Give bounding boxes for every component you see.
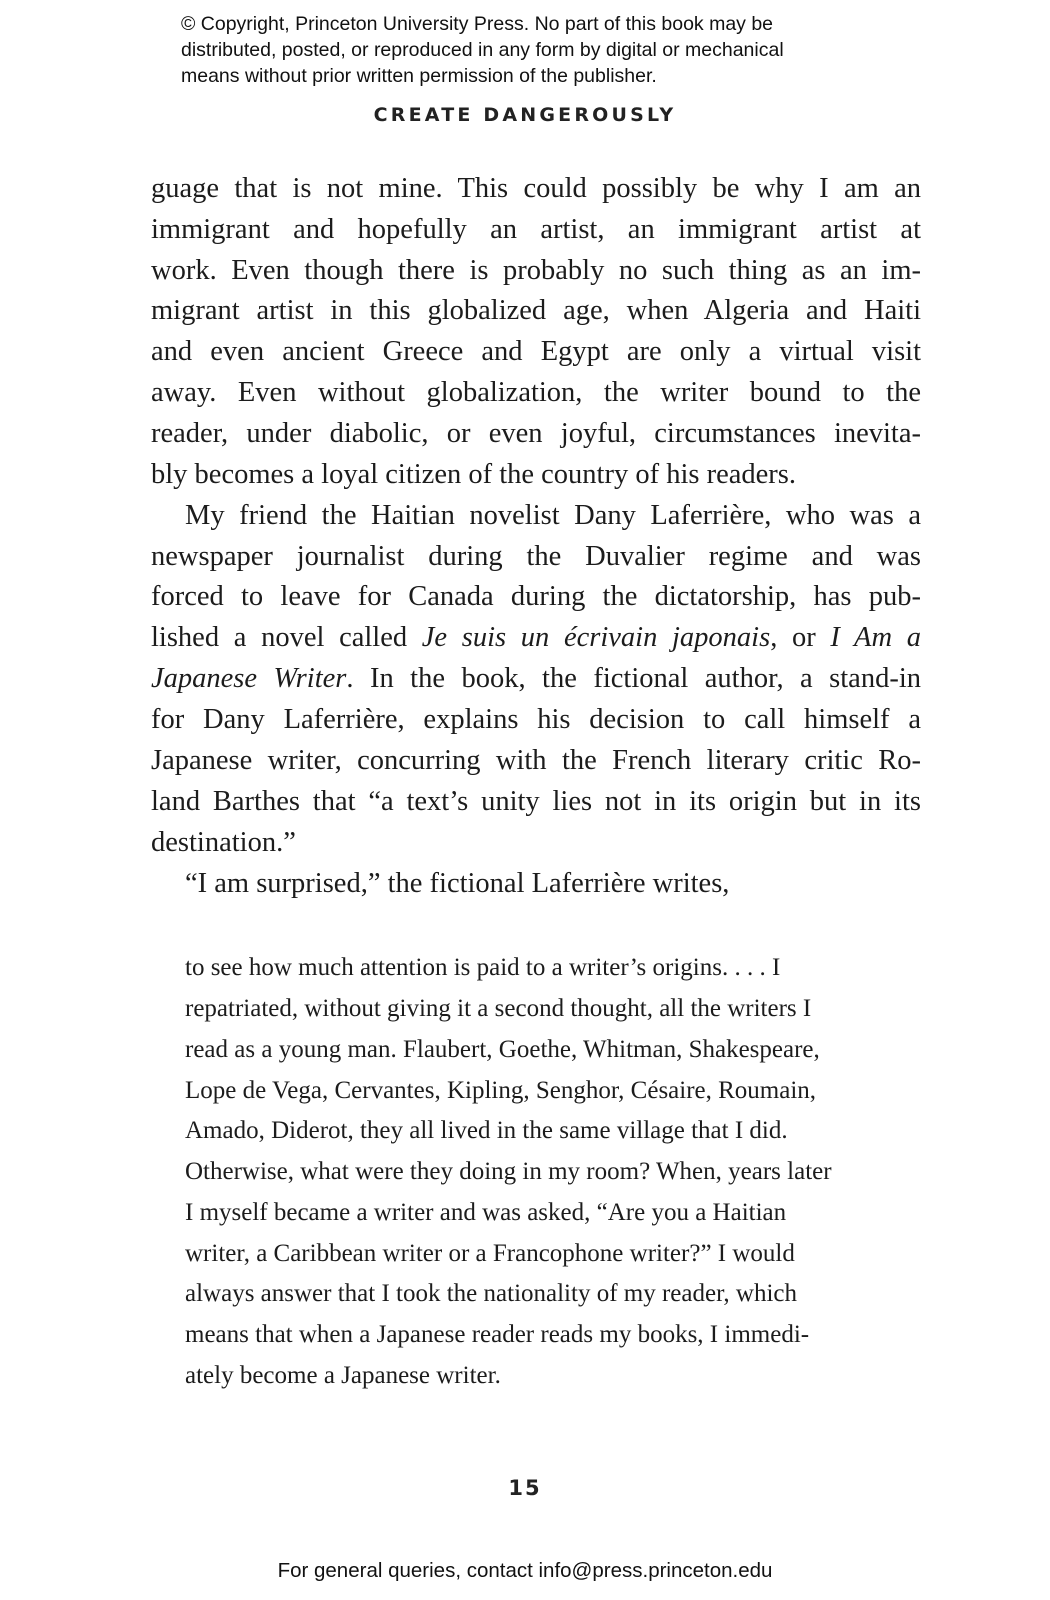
text-run: . In the book, the fictional author, a stand-in: [346, 663, 921, 694]
book-title-english: I Am a: [830, 622, 921, 653]
text-line: immigrant and hopefully an artist, an immigrant artist at: [151, 214, 921, 245]
text-line: newspaper journalist during the Duvalier regime and was: [151, 541, 921, 572]
text-run: lished a novel called: [151, 622, 422, 653]
quote-line: Amado, Diderot, they all lived in the same village that I did.: [185, 1117, 788, 1144]
text-line: destination.”: [151, 827, 296, 858]
quote-line: I myself became a writer and was asked, “Are you a Haitian: [185, 1199, 787, 1226]
text-run: , or: [770, 622, 831, 653]
text-line: [151, 658, 921, 700]
text-line: and even ancient Greece and Egypt are only a virtual visit: [151, 336, 921, 367]
text-line: migrant artist in this globalized age, when Algeria and Haiti: [151, 295, 921, 326]
text-line: away. Even without globalization, the writer bound to the: [151, 377, 921, 408]
text-line: My friend the Haitian novelist Dany Laferrière, who was a: [185, 500, 921, 531]
text-line: for Dany Laferrière, explains his decision to call himself a: [151, 704, 921, 735]
text-line: [151, 617, 921, 659]
running-head: CREATE DANGEROUSLY: [373, 104, 677, 126]
text-line: forced to leave for Canada during the dictatorship, has pub-: [151, 581, 921, 612]
copyright-line: means without prior written permission of the publisher.: [181, 65, 657, 87]
quote-line: Lope de Vega, Cervantes, Kipling, Senghor, Césaire, Roumain,: [185, 1077, 817, 1104]
quote-line: to see how much attention is paid to a writer’s origins. . . . I: [185, 954, 781, 981]
text-line: Japanese writer, concurring with the French literary critic Ro-: [151, 745, 921, 776]
footer-contact: For general queries, contact info@press.princeton.edu: [277, 1559, 773, 1582]
text-line: “I am surprised,” the fictional Laferrière writes,: [185, 868, 730, 899]
copyright-line: © Copyright, Princeton University Press. No part of this book may be: [181, 13, 774, 35]
quote-line: read as a young man. Flaubert, Goethe, Whitman, Shakespeare,: [185, 1036, 820, 1063]
text-line: bly becomes a loyal citizen of the country of his readers.: [151, 459, 796, 490]
text-line: land Barthes that “a text’s unity lies not in its origin but in its: [151, 786, 921, 817]
copyright-line: distributed, posted, or reproduced in any form by digital or mechanical: [181, 39, 784, 61]
copyright-notice: [181, 11, 901, 89]
page-number: 15: [508, 1476, 542, 1500]
text-line: guage that is not mine. This could possibly be why I am an: [151, 173, 921, 204]
quote-line: repatriated, without giving it a second thought, all the writers I: [185, 995, 812, 1022]
text-line: work. Even though there is probably no such thing as an im-: [151, 255, 921, 286]
quote-line: writer, a Caribbean writer or a Francophone writer?” I would: [185, 1240, 795, 1267]
text-line: reader, under diabolic, or even joyful, circumstances inevita-: [151, 418, 921, 449]
book-title-french: Je suis un écrivain japonais: [421, 622, 771, 653]
quote-line: means that when a Japanese reader reads my books, I immedi-: [185, 1321, 810, 1348]
quote-line: always answer that I took the nationality of my reader, which: [185, 1280, 797, 1307]
quote-line: ately become a Japanese writer.: [185, 1362, 501, 1389]
quote-line: Otherwise, what were they doing in my room? When, years later: [185, 1158, 832, 1185]
book-title-english: Japanese Writer: [151, 663, 347, 694]
